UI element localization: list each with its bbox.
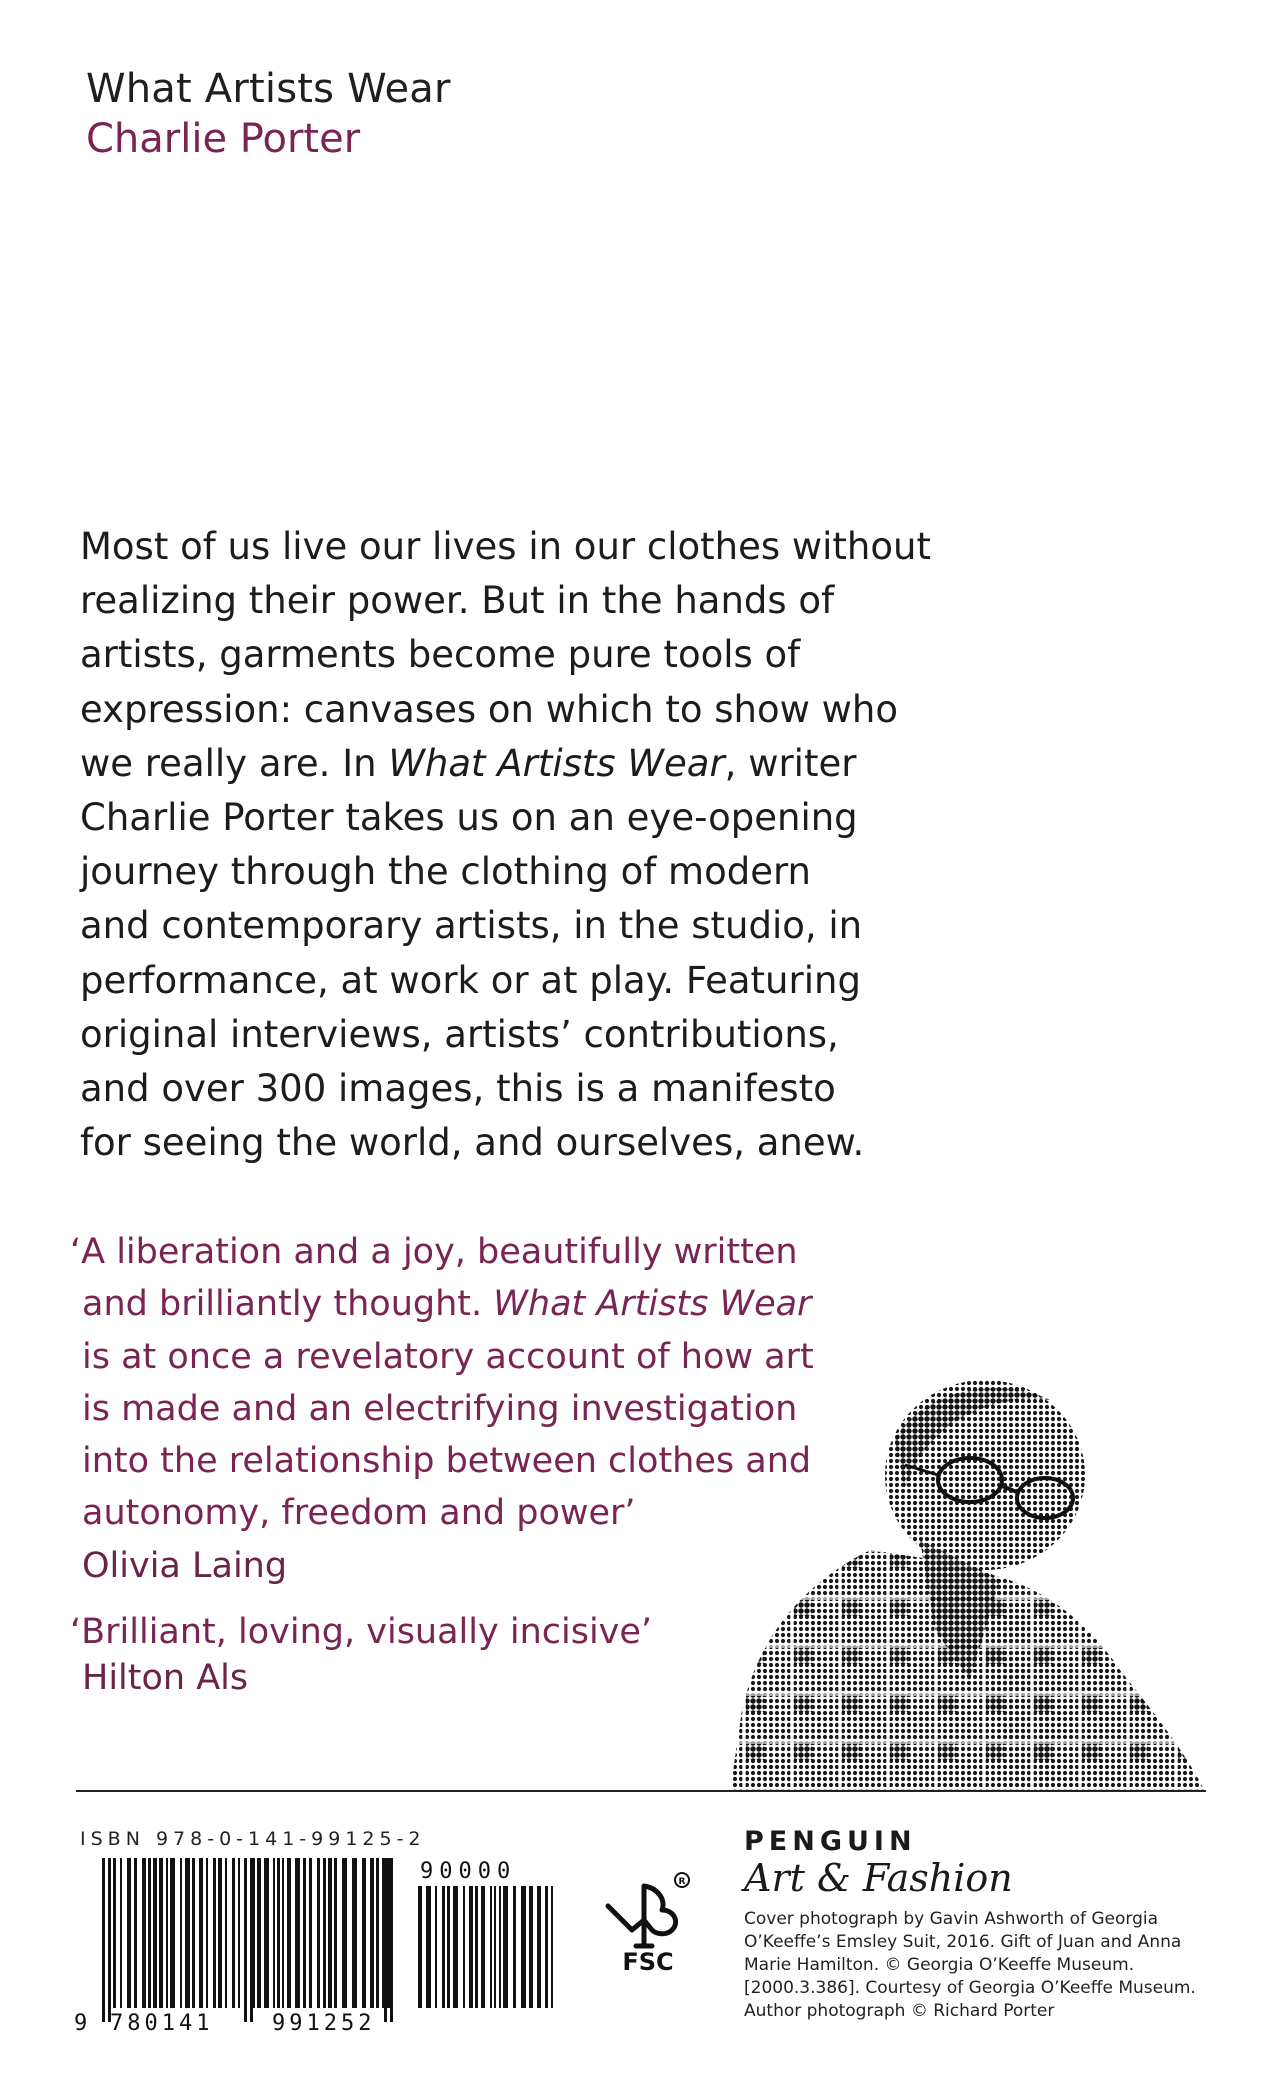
barcode-bar — [127, 1858, 131, 2008]
barcode-bar — [225, 1858, 227, 2008]
credit-line: [2000.3.386]. Courtesy of Georgia O’Keeffe Museum. — [744, 1978, 1196, 1998]
barcode-bar — [282, 1858, 284, 2008]
author-photo — [720, 1380, 1210, 1792]
quote-text: ‘Brilliant, loving, visually incisive’ — [70, 1612, 653, 1652]
barcode-bar — [148, 1858, 151, 2008]
barcode-bar — [192, 1858, 195, 2008]
barcode-bar — [551, 1886, 553, 2008]
barcode-bar — [238, 1858, 240, 2008]
barcode-bar — [264, 1858, 269, 2008]
barcode-guard-bar — [244, 1858, 247, 2022]
quote-line: is at once a revelatory account of how art — [82, 1336, 814, 1377]
quote-line: into the relationship between clothes and — [82, 1441, 812, 1482]
barcode-bar — [257, 1858, 261, 2008]
blurb-line: for seeing the world, and ourselves, anew. — [80, 1121, 865, 1165]
blurb-line: and over 300 images, this is a manifesto — [80, 1067, 836, 1111]
barcode-bar — [481, 1886, 485, 2008]
blurb-line: Most of us live our lives in our clothes without — [80, 525, 931, 568]
barcode-bar — [426, 1886, 431, 2008]
barcode-bar — [317, 1858, 320, 2008]
blurb-line: original interviews, artists’ contributions, — [80, 1012, 839, 1056]
barcode-bar — [545, 1886, 548, 2008]
isbn-barcode — [72, 1858, 592, 2033]
barcode-bar — [166, 1858, 168, 2008]
credit-line: Cover photograph by Gavin Ashworth of Georgia — [744, 1909, 1159, 1929]
svg-text:R: R — [678, 1877, 686, 1887]
blurb-line: performance, at work or at play. Featuring — [80, 958, 861, 1002]
credit-line: Marie Hamilton. © Georgia O’Keeffe Museum. — [744, 1955, 1135, 1975]
barcode-bar — [334, 1858, 337, 2008]
quote-line — [70, 1278, 810, 1330]
barcode-guard-bar — [108, 1858, 111, 2022]
barcode-bar — [342, 1858, 347, 2008]
barcode-bar — [521, 1886, 526, 2008]
quote-book-title: What Artists Wear — [493, 1284, 812, 1325]
blurb-line-part: we really are. In — [80, 741, 389, 785]
barcode-bar — [490, 1886, 492, 2008]
barcode-guard-bar — [390, 1858, 393, 2022]
barcode-bar — [442, 1886, 445, 2008]
barcode-bar — [537, 1886, 541, 2008]
blurb-book-title: What Artists Wear — [388, 741, 725, 785]
credit-line: O’Keeffe’s Emsley Suit, 2016. Gift of Juan and Anna — [744, 1932, 1182, 1952]
barcode-bar — [309, 1858, 312, 2008]
barcode-bar — [142, 1858, 146, 2008]
quote-attribution: Olivia Laing — [82, 1545, 288, 1586]
barcode-bar — [499, 1886, 501, 2008]
barcode-bar — [295, 1858, 300, 2008]
review-quote-2 — [70, 1612, 652, 1698]
book-title: What Artists Wear — [86, 66, 451, 112]
barcode-bar — [503, 1886, 508, 2008]
quote-line: autonomy, freedom and power’ — [82, 1493, 636, 1534]
barcode-bar — [475, 1886, 478, 2008]
barcode-guard-bar — [102, 1858, 105, 2022]
barcode-bar — [382, 1858, 384, 2008]
barcode-addon-digits: 90000 — [420, 1859, 517, 1884]
barcode-bar — [120, 1858, 122, 2008]
blurb-line — [80, 737, 960, 791]
barcode-bar — [273, 1858, 275, 2008]
photo-credits — [744, 1908, 1224, 2023]
fsc-tree-icon — [596, 1866, 700, 1976]
barcode-bar — [494, 1886, 496, 2008]
barcode-bar — [352, 1858, 357, 2008]
book-author: Charlie Porter — [86, 116, 361, 162]
blurb-line: Charlie Porter takes us on an eye-opening — [80, 796, 858, 840]
quote-line: is made and an electrifying investigation — [82, 1388, 798, 1429]
blurb-line: expression: canvases on which to show who — [80, 687, 898, 731]
barcode-bar — [287, 1858, 291, 2008]
barcode-guard-bar — [384, 1858, 387, 2022]
barcode-digits-left: 780141 — [110, 2011, 214, 2033]
blurb-line-part: , writer — [724, 741, 857, 785]
barcode-bar — [435, 1886, 437, 2008]
barcode-bar — [170, 1858, 175, 2008]
review-quote-1 — [70, 1226, 814, 1592]
barcode-bar — [463, 1886, 465, 2008]
barcode-bar — [185, 1858, 190, 2008]
barcode-bar — [206, 1858, 208, 2008]
barcode-bar — [134, 1858, 137, 2008]
barcode-guard-bar — [250, 1858, 253, 2022]
barcode-bar — [469, 1886, 473, 2008]
blurb-line: artists, garments become pure tools of — [80, 633, 801, 677]
barcode-bar — [447, 1886, 450, 2008]
isbn-label: ISBN 978-0-141-99125-2 — [80, 1828, 426, 1850]
blurb-text — [80, 520, 960, 1170]
quote-line-part: and brilliantly thought. — [82, 1284, 494, 1325]
barcode-bar — [277, 1858, 280, 2008]
barcode-bar — [453, 1886, 458, 2008]
barcode-bar — [199, 1858, 203, 2008]
barcode-bar — [159, 1858, 163, 2008]
blurb-line: journey through the clothing of modern — [80, 850, 811, 894]
barcode-bar — [213, 1858, 216, 2008]
barcode-bar — [370, 1858, 374, 2008]
barcode-bar — [328, 1858, 332, 2008]
barcode-lead-digit: 9 — [74, 2011, 88, 2033]
barcode-digits-right: 991252 — [272, 2011, 376, 2033]
fsc-label: FSC — [622, 1948, 674, 1976]
divider-rule — [76, 1790, 1206, 1792]
blurb-line: realizing their power. But in the hands of — [80, 579, 835, 623]
barcode-bar — [362, 1858, 366, 2008]
barcode-bar — [529, 1886, 533, 2008]
barcode-bar — [153, 1858, 157, 2008]
quote-line: ‘A liberation and a joy, beautifully written — [70, 1232, 798, 1272]
barcode-bar — [180, 1858, 182, 2008]
barcode-bar — [303, 1858, 306, 2008]
barcode-bar — [513, 1886, 516, 2008]
series-name: Art & Fashion — [744, 1856, 1013, 1900]
blurb-line: and contemporary artists, in the studio, in — [80, 904, 863, 948]
credit-line: Author photograph © Richard Porter — [744, 2001, 1055, 2021]
barcode-bar — [323, 1858, 326, 2008]
barcode-bar — [218, 1858, 222, 2008]
barcode-bar — [232, 1858, 235, 2008]
barcode-bar — [113, 1858, 116, 2008]
publisher-imprint: PENGUIN — [744, 1826, 917, 1857]
barcode-bar — [376, 1858, 379, 2008]
barcode-bar — [418, 1886, 422, 2008]
quote-attribution: Hilton Als — [82, 1658, 249, 1698]
